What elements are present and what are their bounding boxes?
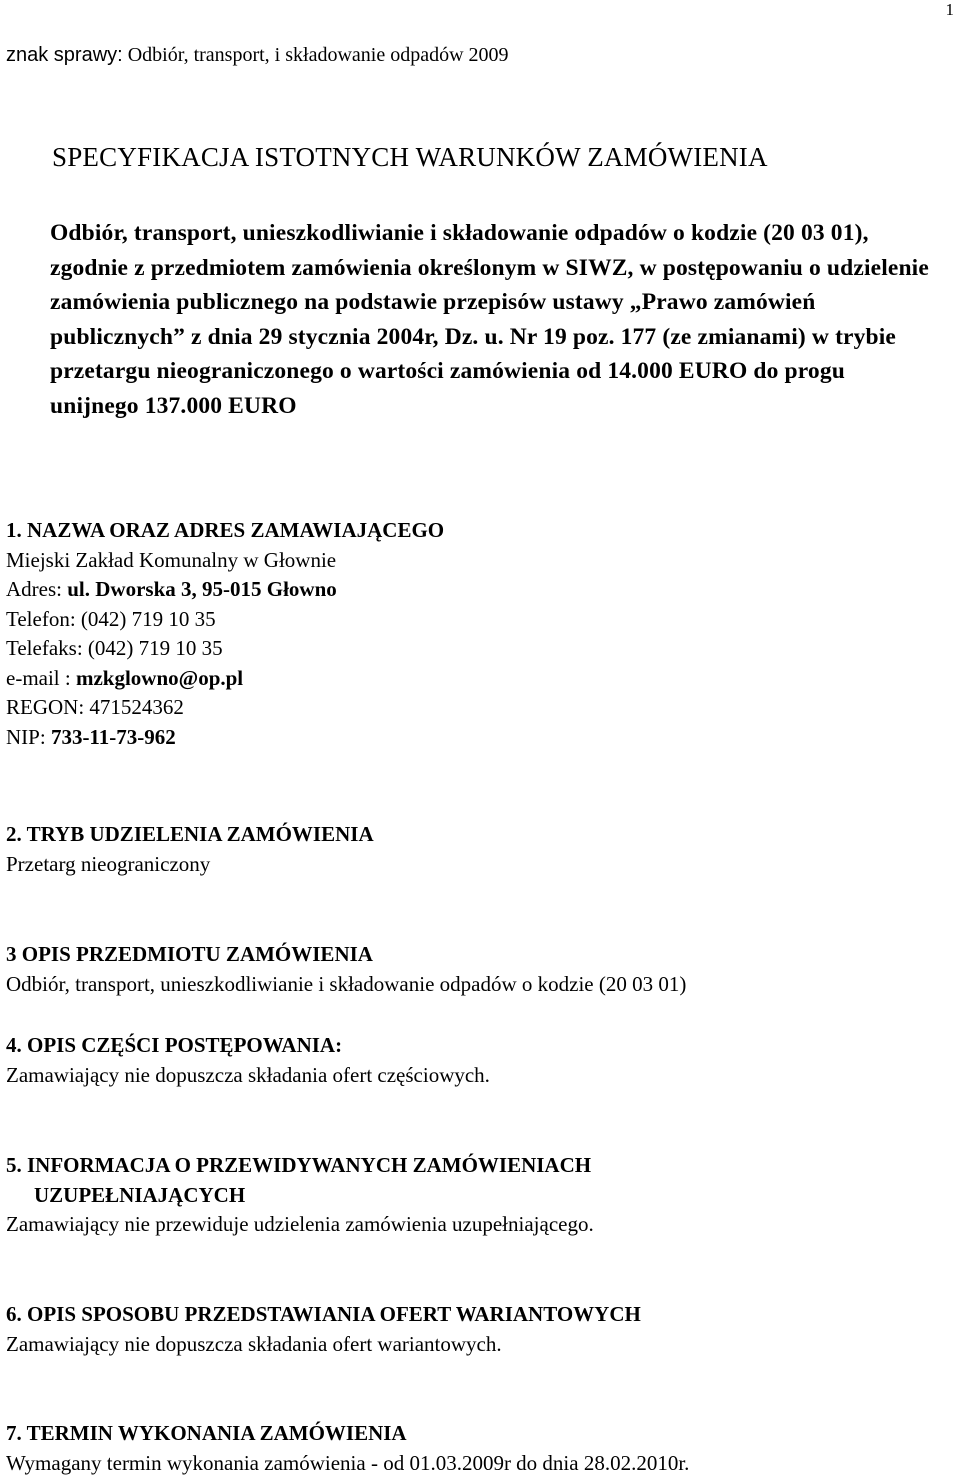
phone-row — [6, 605, 444, 635]
section-partial-offers — [6, 1031, 490, 1090]
section-6-heading: 6. OPIS SPOSOBU PRZEDSTAWIANIA OFERT WARIANTOWYCH — [6, 1302, 641, 1326]
section-2-text: Przetarg nieograniczony — [6, 851, 211, 876]
case-reference-value: Odbiór, transport, i składowanie odpadów 2009 — [127, 44, 509, 66]
section-5-heading-line-2: UZUPEŁNIAJĄCYCH — [34, 1182, 246, 1207]
phone-label: Telefon: — [6, 606, 76, 631]
section-7-heading: 7. TERMIN WYKONANIA ZAMÓWIENIA — [6, 1421, 407, 1445]
authority-name: Miejski Zakład Komunalny w Głownie — [6, 547, 337, 572]
fax-label: Telefaks: — [6, 636, 83, 660]
section-3-heading: 3 OPIS PRZEDMIOTU ZAMÓWIENIA — [6, 942, 373, 966]
email-label: e-mail : — [6, 665, 71, 690]
page-number: 1 — [945, 0, 954, 19]
phone-value: (042) 719 10 35 — [80, 606, 216, 631]
address-value: ul. Dworska 3, 95-015 Głowno — [67, 577, 337, 601]
address-label: Adres: — [6, 577, 62, 601]
regon-row — [6, 693, 444, 723]
regon-value: 471524362 — [89, 695, 184, 719]
fax-row — [6, 634, 444, 664]
case-reference — [6, 44, 509, 67]
section-supplementary-orders — [6, 1151, 594, 1240]
section-variant-offers — [6, 1300, 641, 1359]
regon-label: REGON: — [6, 695, 85, 719]
nip-value: 733-11-73-962 — [50, 724, 176, 749]
section-5-text: Zamawiający nie przewiduje udzielenia zamówienia uzupełniającego. — [6, 1212, 594, 1236]
address-row — [6, 575, 444, 605]
section-2-heading: 2. TRYB UDZIELENIA ZAMÓWIENIA — [6, 822, 374, 846]
section-1-heading: 1. NAZWA ORAZ ADRES ZAMAWIAJĄCEGO — [6, 518, 445, 542]
section-6-text: Zamawiający nie dopuszcza składania ofert wariantowych. — [6, 1331, 502, 1356]
section-5-heading-line-1: 5. INFORMACJA O PRZEWIDYWANYCH ZAMÓWIENIACH — [6, 1153, 592, 1177]
section-3-text: Odbiór, transport, unieszkodliwianie i składowanie odpadów o kodzie (20 03 01) — [6, 971, 687, 996]
nip-label: NIP: — [6, 724, 46, 749]
email-row — [6, 664, 444, 694]
section-completion-date — [6, 1419, 689, 1478]
email-value: mzkglowno@op.pl — [75, 665, 244, 690]
nip-row — [6, 723, 444, 753]
section-procedure-mode — [6, 820, 374, 879]
section-4-heading: 4. OPIS CZĘŚCI POSTĘPOWANIA: — [6, 1033, 343, 1057]
section-subject — [6, 940, 686, 999]
intro-paragraph: Odbiór, transport, unieszkodliwianie i składowanie odpadów o kodzie (20 03 01), zgodnie z przedmiotem zamówienia określonym w SIWZ, w postępowaniu o udzielenie zamówienia publicznego na podstawie przepisów ustawy „Prawo zamówień publicznych” z dnia 29 stycznia 2004r, Dz. u. Nr 19 poz. 177 (ze zmianami) w trybie przetargu nieograniczonego o wartości zamówienia od 14.000 EURO do progu unijnego 137.000 EURO — [50, 220, 929, 419]
fax-value: (042) 719 10 35 — [87, 636, 223, 660]
section-7-text: Wymagany termin wykonania zamówienia - od 01.03.2009r do dnia 28.02.2010r. — [6, 1450, 690, 1475]
section-4-text: Zamawiający nie dopuszcza składania ofert częściowych. — [6, 1062, 490, 1087]
case-reference-label: znak sprawy: — [6, 44, 123, 66]
document-title: SPECYFIKACJA ISTOTNYCH WARUNKÓW ZAMÓWIENIA — [52, 142, 768, 172]
section-contracting-authority — [6, 516, 444, 752]
